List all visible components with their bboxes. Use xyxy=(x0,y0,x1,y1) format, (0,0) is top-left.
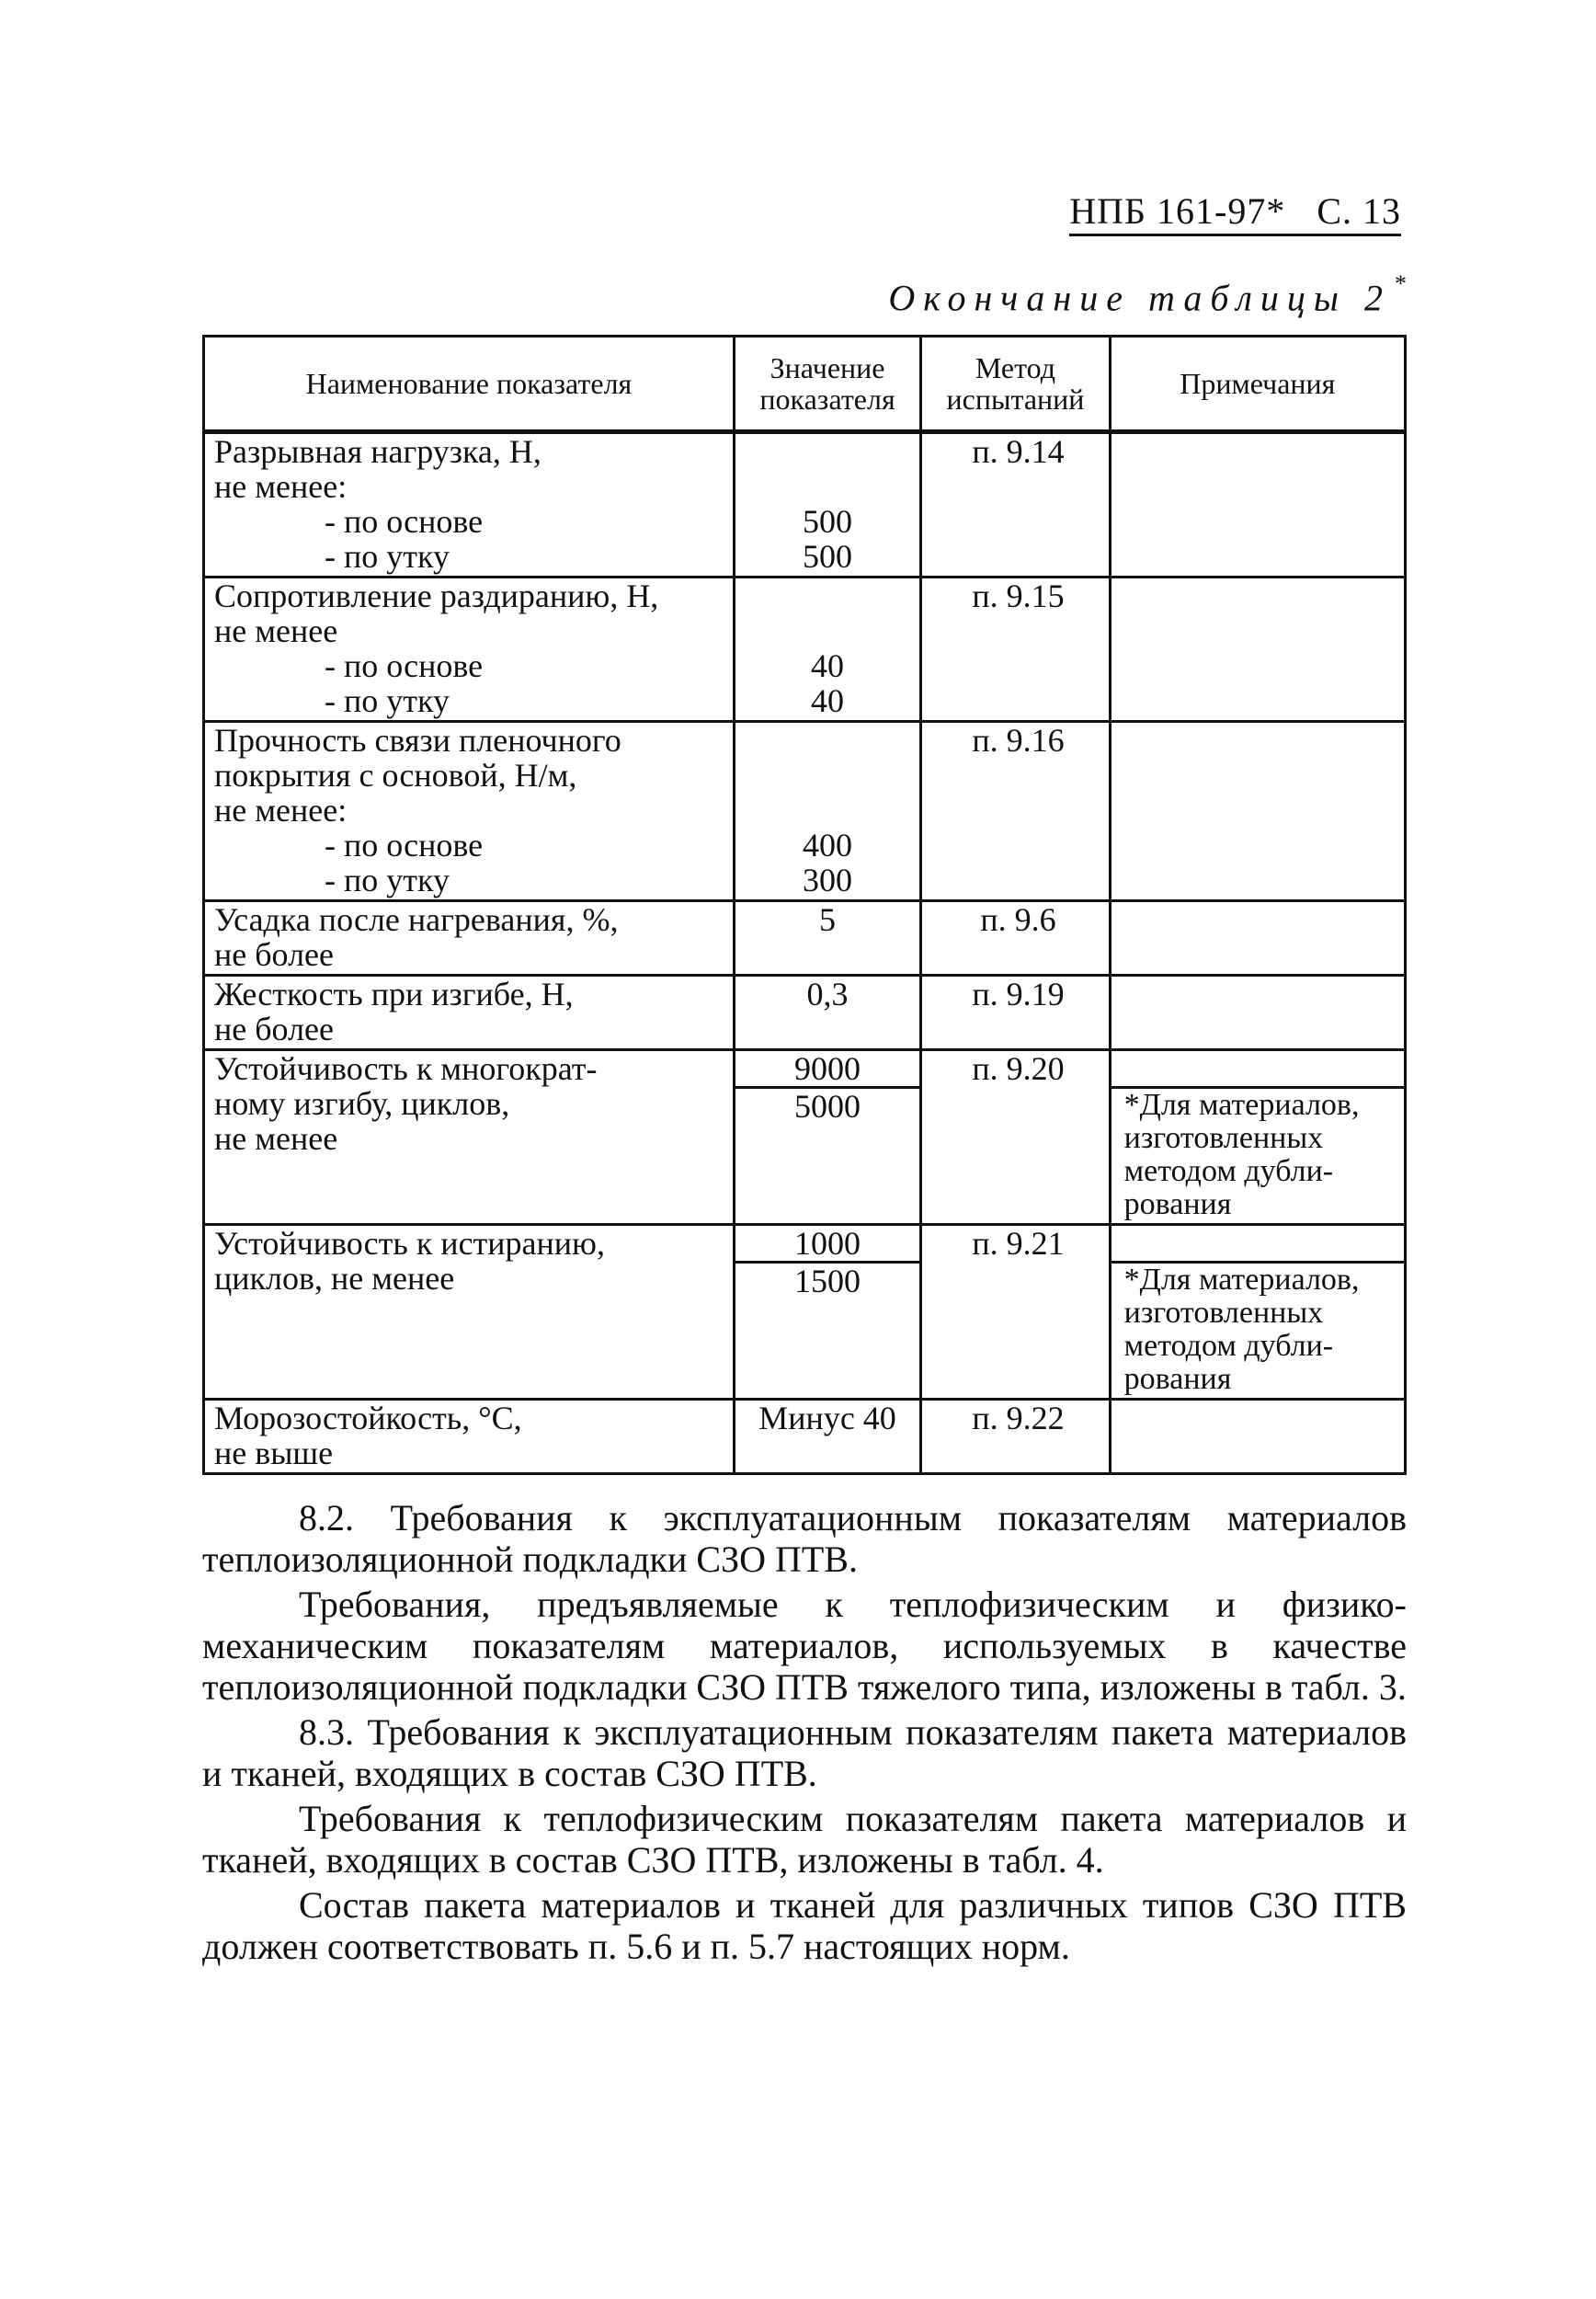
document-code: НПБ 161-97* xyxy=(1069,190,1286,232)
indicator-name: Жесткость при изгибе, Н, xyxy=(214,976,574,1012)
note-text: *Для материалов, xyxy=(1123,1088,1360,1122)
table-row xyxy=(204,722,1406,901)
indicator-name-cell xyxy=(204,578,735,722)
method-cell: п. 9.14 xyxy=(921,432,1110,578)
value: 500 xyxy=(803,503,853,540)
method-cell: п. 9.19 xyxy=(921,976,1110,1050)
paragraph: Требования, предъявляемые к теплофизическим и физико-механическим показателям материалов, используемых в качестве теплоизоляционной подкладки СЗО ПТВ тяжелого типа, изложены в табл. 3. xyxy=(202,1584,1407,1708)
indicator-name-cell xyxy=(204,1050,735,1225)
value: 300 xyxy=(803,862,853,898)
indicator-name-cell xyxy=(204,976,735,1050)
table-row xyxy=(204,432,1406,578)
note-text: методом дубли- xyxy=(1123,1154,1334,1188)
column-header-notes: Примечания xyxy=(1110,337,1405,432)
indicator-name-cell xyxy=(204,432,735,578)
specification-table xyxy=(202,335,1407,1475)
note-cell xyxy=(1110,1400,1405,1474)
indicator-name-cell xyxy=(204,1400,735,1474)
page-number: С. 13 xyxy=(1317,190,1401,232)
indicator-sub: - по основе xyxy=(325,647,484,684)
value-cell xyxy=(734,1050,920,1225)
table-caption xyxy=(888,270,1407,319)
value: 1000 xyxy=(735,1226,919,1264)
indicator-name: не менее xyxy=(214,612,338,649)
indicator-name: Прочность связи пленочного xyxy=(214,722,621,759)
note-text: изготовленных xyxy=(1123,1121,1324,1155)
value: 40 xyxy=(811,647,845,684)
table-row xyxy=(204,901,1406,976)
table-caption-mark: * xyxy=(1395,270,1407,297)
indicator-name: Морозостойкость, °С, xyxy=(214,1400,522,1436)
note-text: рования xyxy=(1123,1187,1232,1221)
value: 5000 xyxy=(794,1088,861,1125)
indicator-name: не более xyxy=(214,936,335,973)
value: 40 xyxy=(811,682,845,719)
note-cell xyxy=(1110,722,1405,901)
method-cell: п. 9.16 xyxy=(921,722,1110,901)
method-cell: п. 9.22 xyxy=(921,1400,1110,1474)
note-text: рования xyxy=(1123,1362,1232,1396)
table-row xyxy=(204,578,1406,722)
note-text: методом дубли- xyxy=(1123,1329,1334,1363)
indicator-name: покрытия с основой, Н/м, xyxy=(214,757,577,794)
indicator-name: Сопротивление раздиранию, Н, xyxy=(214,578,659,614)
note-cell xyxy=(1110,1225,1405,1400)
method-cell: п. 9.6 xyxy=(921,901,1110,976)
value: 500 xyxy=(803,538,853,575)
table-header-row xyxy=(204,337,1406,432)
note-cell xyxy=(1110,976,1405,1050)
indicator-name: Устойчивость к многократ- xyxy=(214,1050,598,1087)
indicator-sub: - по утку xyxy=(325,682,450,719)
paragraph: Требования к теплофизическим показателям пакета материалов и тканей, входящих в состав СЗО ПТВ, изложены в табл. 4. xyxy=(202,1798,1407,1881)
value: 9000 xyxy=(735,1051,919,1089)
indicator-name: ному изгибу, циклов, xyxy=(214,1085,510,1122)
indicator-name: Устойчивость к истиранию, xyxy=(214,1225,605,1262)
table-row xyxy=(204,1400,1406,1474)
column-header-method: Метод испытаний xyxy=(921,337,1110,432)
note-cell xyxy=(1110,1050,1405,1225)
note-cell xyxy=(1110,578,1405,722)
indicator-sub: - по утку xyxy=(325,538,450,575)
column-header-name: Наименование показателя xyxy=(204,337,735,432)
indicator-name: не выше xyxy=(214,1435,334,1471)
table-row xyxy=(204,1050,1406,1225)
value-cell: 5 xyxy=(734,901,920,976)
note-text: *Для материалов, xyxy=(1123,1263,1360,1297)
indicator-sub: - по утку xyxy=(325,862,450,898)
body-text xyxy=(202,1497,1407,1971)
note-cell xyxy=(1110,432,1405,578)
value-cell xyxy=(734,1225,920,1400)
indicator-name: не более xyxy=(214,1011,335,1047)
indicator-sub: - по основе xyxy=(325,827,484,864)
value-cell xyxy=(734,578,920,722)
note-text: изготовленных xyxy=(1123,1296,1324,1330)
column-header-value: Значение показателя xyxy=(734,337,920,432)
method-cell: п. 9.20 xyxy=(921,1050,1110,1225)
indicator-name: Разрывная нагрузка, Н, xyxy=(214,433,542,470)
table-row xyxy=(204,976,1406,1050)
indicator-name: не менее: xyxy=(214,468,348,505)
value: 400 xyxy=(803,827,853,864)
indicator-name-cell xyxy=(204,901,735,976)
method-cell: п. 9.21 xyxy=(921,1225,1110,1400)
indicator-name: циклов, не менее xyxy=(214,1260,455,1297)
value-cell: 0,3 xyxy=(734,976,920,1050)
indicator-name-cell xyxy=(204,1225,735,1400)
table-caption-text: Окончание таблицы 2 xyxy=(888,277,1391,319)
indicator-name: не менее: xyxy=(214,792,348,829)
value: 1500 xyxy=(794,1263,861,1299)
indicator-name-cell xyxy=(204,722,735,901)
indicator-name: не менее xyxy=(214,1120,338,1157)
page-header xyxy=(1069,191,1401,236)
value-cell xyxy=(734,722,920,901)
table-row xyxy=(204,1225,1406,1400)
value-cell xyxy=(734,432,920,578)
indicator-sub: - по основе xyxy=(325,503,484,540)
method-cell: п. 9.15 xyxy=(921,578,1110,722)
paragraph: 8.3. Требования к эксплуатационным показателям пакета материалов и тканей, входящих в состав СЗО ПТВ. xyxy=(202,1711,1407,1794)
paragraph: 8.2. Требования к эксплуатационным показателям материалов теплоизоляционной подкладки СЗО ПТВ. xyxy=(202,1497,1407,1580)
indicator-name: Усадка после нагревания, %, xyxy=(214,901,619,938)
paragraph: Состав пакета материалов и тканей для различных типов СЗО ПТВ должен соответствовать п. 5.6 и п. 5.7 настоящих норм. xyxy=(202,1884,1407,1967)
note-cell xyxy=(1110,901,1405,976)
value-cell: Минус 40 xyxy=(734,1400,920,1474)
